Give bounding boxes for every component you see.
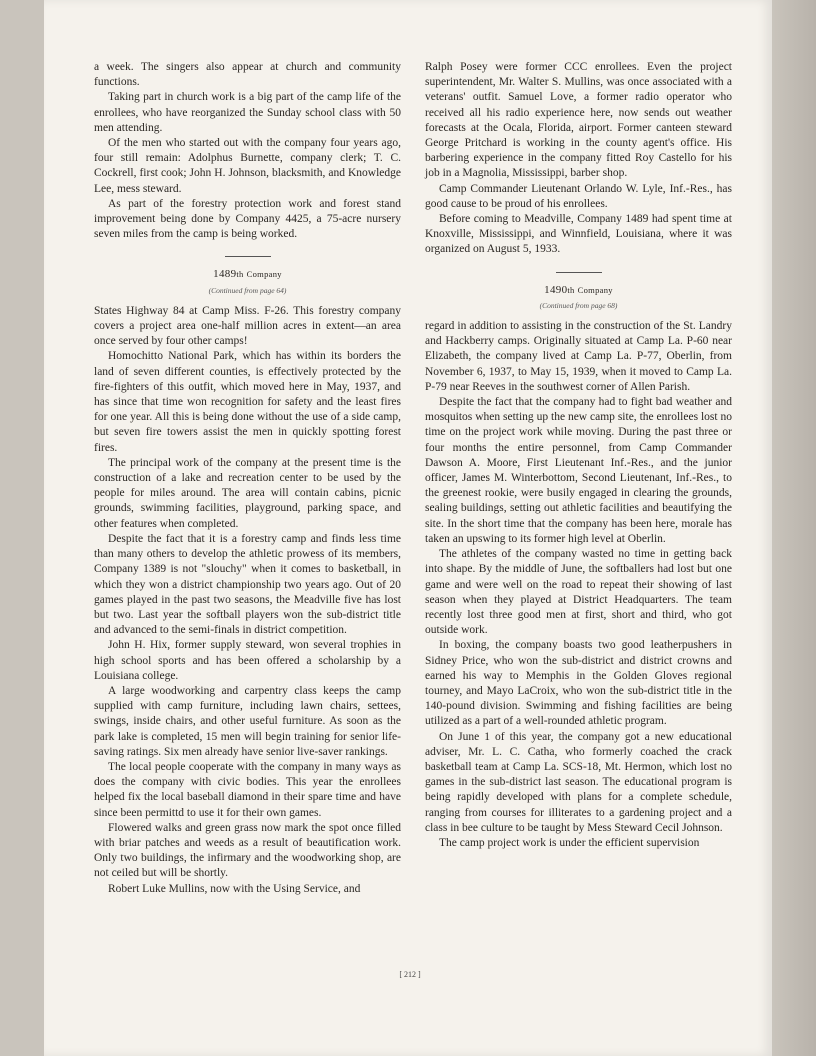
section-title: 1490th Company (544, 283, 613, 296)
paragraph: Taking part in church work is a big part of the camp life of the enrollees, who have reorganized the Sunday school class with 50 men attending. (94, 91, 401, 134)
paragraph: A large woodworking and carpentry class keeps the camp supplied with camp furniture, including lawn chairs, settees, swings, inside chairs, and other useful furniture. As soon as the park lake is completed, 15 men will begin training for senior life-saving ratings. Six men already have senior live-saver rankings. (94, 684, 401, 758)
paragraph: Flowered walks and green grass now mark the spot once filled with briar patches and weeds as a result of beautification work. Only two buildings, the infirmary and the woodworking shop, are not ceiled but will be shortly. (94, 821, 401, 880)
paragraph: The athletes of the company wasted no time in getting back into shape. By the middle of June, the softballers had lost but one game and were well on the road to repeat their showing of last season when they played at District Headquarters. The team recently lost three good men at first, short and third, who got outside work. (425, 548, 732, 637)
paragraph: As part of the forestry protection work and forest stand improvement being done by Company 4425, a 75-acre nursery seven miles from the camp is being worked. (94, 197, 401, 241)
paragraph: John H. Hix, former supply steward, won several trophies in high school sports and has been offered a scholarship by a Louisiana college. (94, 639, 401, 682)
continued-note: (Continued from page 64) (208, 285, 287, 295)
divider (225, 256, 271, 257)
paragraph: regard in addition to assisting in the construction of the St. Landry and Hackberry camps. Originally situated at Camp La. P-60 near Elizabeth, the company lived at Camp La. P-77, Oberlin, from November 6, 1937, to May 15, 1939, when it moved to Camp La. P-79 near Reeves in the southwest corner of Allen Parish. (425, 320, 732, 393)
divider (556, 272, 602, 273)
page-edge (772, 0, 816, 1056)
paragraph: Camp Commander Lieutenant Orlando W. Lyle, Inf.-Res., has good cause to be proud of his enrollees. (425, 182, 732, 210)
paragraph: On June 1 of this year, the company got a new educational adviser, Mr. L. C. Catha, who formerly coached the crack basketball team at Camp La. SCS-18, Mt. Hermon, which lost no games in the sub-district last season. The educational program is being rapidly developed with plans for a complete schedule, ranging from courses for illiterates to a gardening project and a class in bee culture to be taught by Mess Steward Cecil Johnson. (425, 730, 732, 834)
paragraph: States Highway 84 at Camp Miss. F-26. This forestry company covers a project area one-half million acres in extent—an area once served by four other camps! (94, 304, 401, 348)
paragraph: a week. The singers also appear at church and community functions. (94, 61, 401, 89)
paragraph: Robert Luke Mullins, now with the Using Service, and (108, 882, 361, 895)
page-number: [ 212 ] (399, 970, 421, 979)
section-title: 1489th Company (213, 268, 282, 281)
paragraph: Before coming to Meadville, Company 1489 had spent time at Knoxville, Mississippi, and Winnfield, Louisiana, where it was organized on August 5, 1933. (425, 213, 732, 256)
paragraph: Homochitto National Park, which has within its borders the land of seven different counties, is effectively protected by the fire-fighters of this outfit, which moved here in May, 1937, and has since that time won recognition for safety and the least fires for one year. All this is being done without the use of a side camp, but seven fire towers assist the men in quickly spotting forest fires. (94, 350, 401, 454)
paragraph: Ralph Posey were former CCC enrollees. Even the project superintendent, Mr. Walter S. Mullins, was once associated with a veterans' outfit. Samuel Love, a former radio operator who received all his radio experience here, now sends out weather forecasts at the Ocala, Florida, airport. Former canteen steward George Pritchard is working in the county agent's office. His barbering experience in the company fitted Roy Castello for his job in a Magnolia, Mississippi, barber shop. (425, 61, 732, 180)
paragraph: Despite the fact that it is a forestry camp and finds less time than many others to develop the athletic prowess of its members, Company 1389 is not "slouchy" when it comes to basketball, in which they won a district championship two years ago. Out of 20 games played in the past two seasons, the Meadville five has lost but two. Last year the softball players won the sub-district title and advanced to the semi-finals in district competition. (94, 532, 401, 637)
paragraph: In boxing, the company boasts two good leatherpushers in Sidney Price, who won the sub-district and district crowns and earned his way to Memphis in the Golden Gloves regional tourney, and Mayo LaCroix, who won the sub-district title in the 140-pound division. Swimming and fishing facilities are being utilized as a part of a well-rounded athletic program. (425, 639, 732, 728)
paragraph: The local people cooperate with the company in many ways as does the company with civic bodies. This year the enrollees helped fix the local baseball diamond in their spare time and have since been permittd to use it for their own games. (94, 760, 401, 819)
right-column (425, 60, 732, 851)
continued-note: (Continued from page 68) (539, 300, 618, 310)
paragraph: Of the men who started out with the company four years ago, four still remain: Adolphus Burnette, company clerk; T. C. Cockrell, first cook; John H. Johnson, blacksmith, and Knowledge Lee, mess steward. (94, 137, 401, 195)
section-heading-1490 (425, 272, 732, 313)
paragraph: Despite the fact that the company had to fight bad weather and mosquitos when setting up the new camp site, the enrollees lost no time on the project work while moving. During the past three or four months the entire personnel, from Camp Commander Dawson A. Moore, First Lieutenant Inf.-Res., and the junior officer, James M. Winterbottom, Second Lieutenant, Inf.-Res., to the greenest rookie, were busily engaged in clearing the grounds, sealing buildings, setting out athletic facilities and beautifying the site. In the short time that the company has been here, morale has taken an upswing to its former high level at Oberlin. (425, 396, 732, 545)
left-column (94, 60, 401, 897)
paragraph: The principal work of the company at the present time is the construction of a lake and recreation center to be used by the people for miles around. The area will contain cabins, picnic grounds, swimming facilities, playground, parking space, and other features when completed. (94, 456, 401, 530)
paragraph: The camp project work is under the efficient supervision (439, 836, 700, 849)
section-heading-1489 (94, 256, 401, 297)
